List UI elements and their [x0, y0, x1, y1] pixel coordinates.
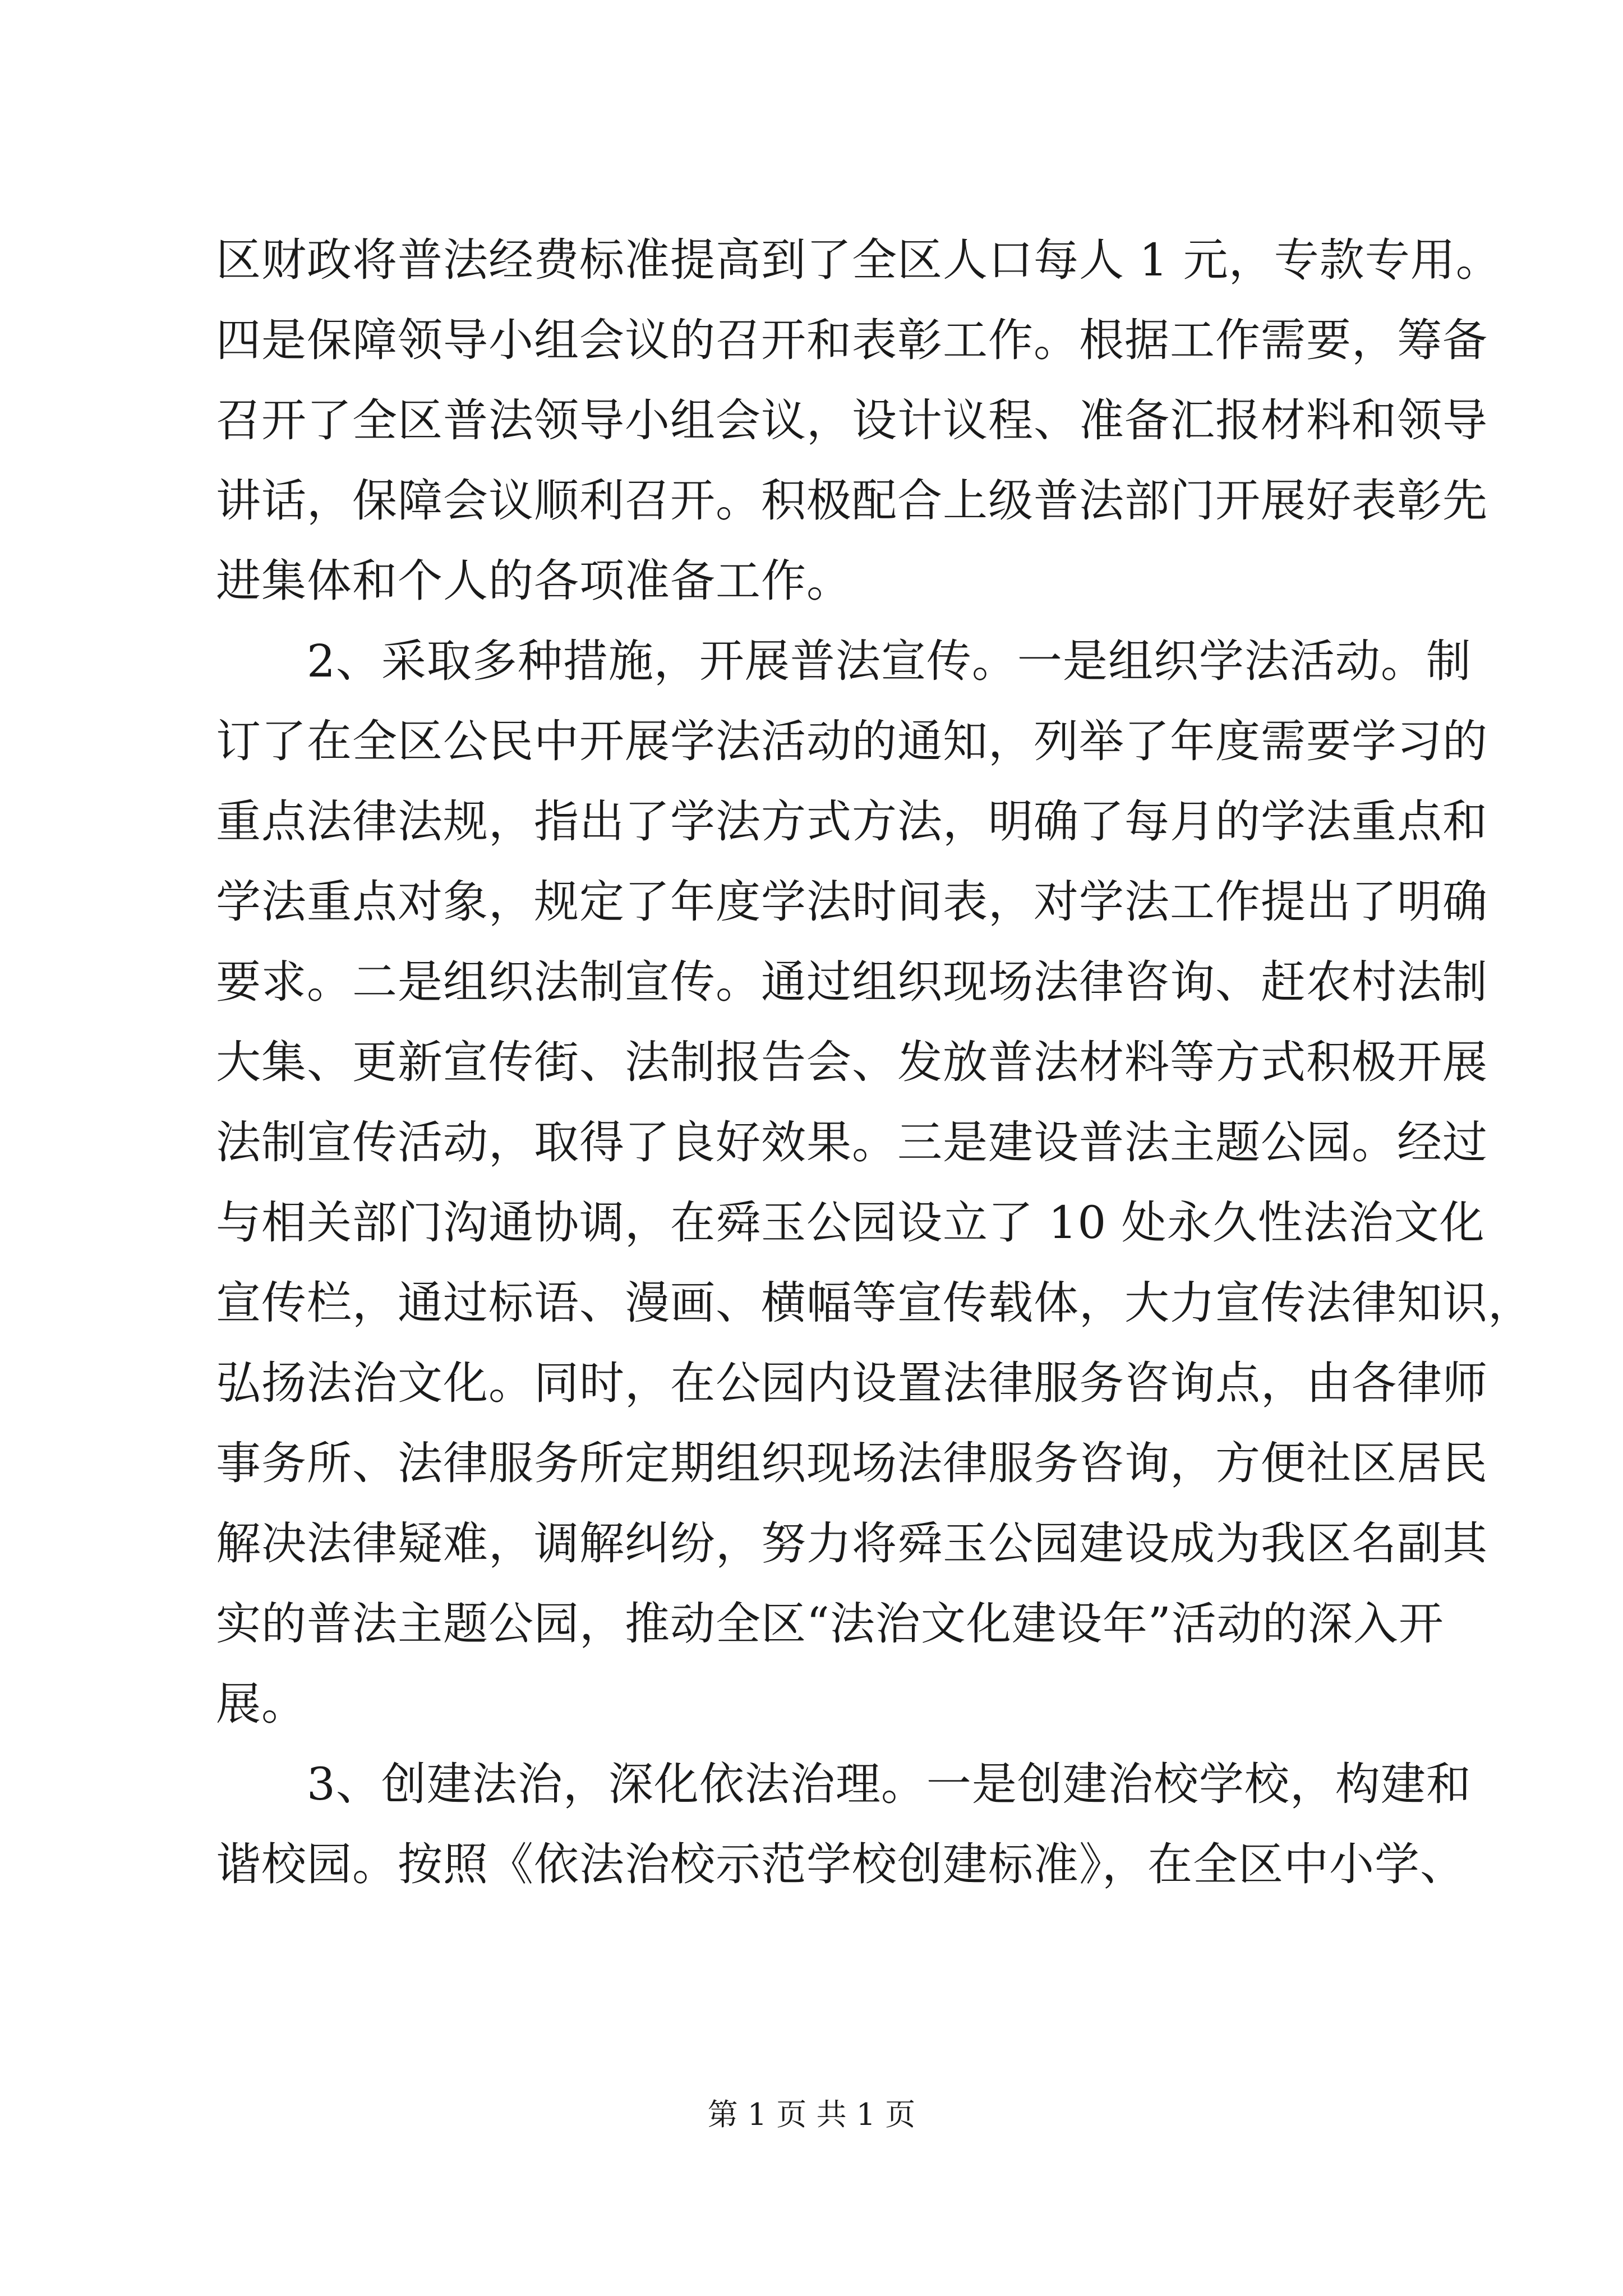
text-line: 学法重点对象，规定了年度学法时间表，对学法工作提出了明确	[216, 876, 1488, 928]
text-line: 大集、更新宣传街、法制报告会、发放普法材料等方式积极开展	[216, 1036, 1488, 1088]
text-line: 四是保障领导小组会议的召开和表彰工作。根据工作需要，筹备	[216, 314, 1488, 366]
text-line: 法制宣传活动，取得了良好效果。三是建设普法主题公园。经过	[216, 1116, 1488, 1168]
document-body	[216, 220, 1533, 1904]
text-line: 宣传栏，通过标语、漫画、横幅等宣传载体，大力宣传法律知识，	[216, 1277, 1533, 1329]
page-footer	[0, 2095, 1623, 2134]
text-line: 讲话，保障会议顺利召开。积极配合上级普法部门开展好表彰先	[216, 475, 1488, 527]
text-line: 与相关部门沟通协调，在舜玉公园设立了 10 处永久性法治文化	[216, 1197, 1485, 1249]
text-line: 2、采取多种措施，开展普法宣传。一是组织学法活动。制	[216, 635, 1472, 687]
text-line: 进集体和个人的各项准备工作。	[216, 555, 852, 607]
text-line: 重点法律法规，指出了学法方式方法，明确了每月的学法重点和	[216, 795, 1488, 848]
text-line: 解决法律疑难，调解纠纷，努力将舜玉公园建设成为我区名副其	[216, 1517, 1488, 1570]
text-line: 3、创建法治，深化依法治理。一是创建治校学校，构建和	[216, 1758, 1472, 1810]
text-line: 区财政将普法经费标准提高到了全区人口每人 1 元，专款专用。	[216, 234, 1501, 286]
text-line: 召开了全区普法领导小组会议，设计议程、准备汇报材料和领导	[216, 394, 1488, 447]
page-number-label: 第 1 页 共 1 页	[707, 2097, 916, 2132]
text-line: 展。	[216, 1678, 307, 1730]
text-line: 事务所、法律服务所定期组织现场法律服务咨询，方便社区居民	[216, 1437, 1488, 1489]
text-line: 实的普法主题公园，推动全区“法治文化建设年”活动的深入开	[216, 1598, 1444, 1650]
text-line: 要求。二是组织法制宣传。通过组织现场法律咨询、赶农村法制	[216, 956, 1488, 1008]
text-line: 订了在全区公民中开展学法活动的通知，列举了年度需要学习的	[216, 715, 1488, 767]
text-line: 谐校园。按照《依法治校示范学校创建标准》，在全区中小学、	[216, 1838, 1465, 1890]
text-line: 弘扬法治文化。同时，在公园内设置法律服务咨询点，由各律师	[216, 1357, 1488, 1409]
